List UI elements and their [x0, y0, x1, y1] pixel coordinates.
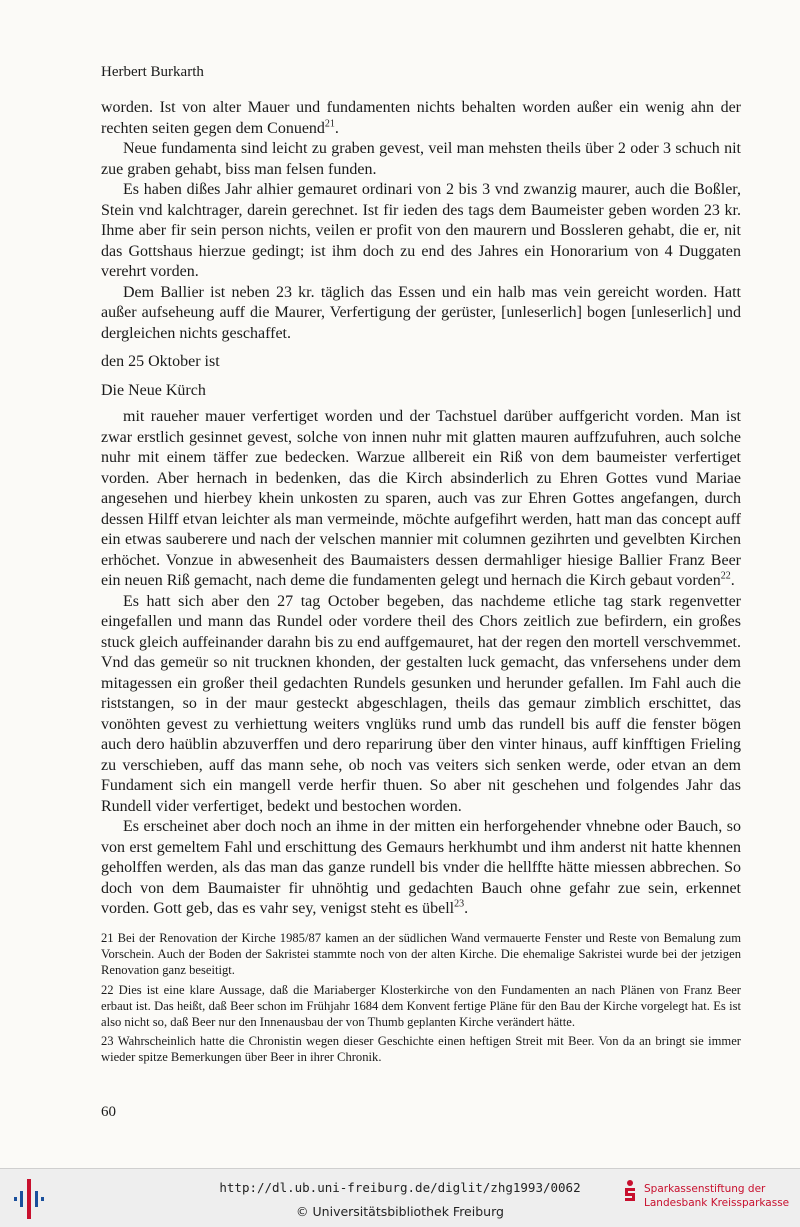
date-heading: den 25 Oktober ist	[101, 353, 220, 370]
footnote: 21 Bei der Renovation der Kirche 1985/87 kamen an der südlichen Wand vermauerte Fenster und Reste von Bemalung zum Vorschein. Auch der Boden der Sakristei stammte noch von der alten Kirche. Die ehemalige Sakristei wurde bei der jetzigen Renovation ganz beseitigt.	[101, 931, 741, 978]
copyright-notice: © Universitätsbibliothek Freiburg	[296, 1204, 504, 1219]
paragraph: Es haben dißes Jahr alhier gemauret ordinari von 2 bis 3 vnd zwanzig maurer, auch die Boßler, Stein vnd kalchtrager, darein gerechnet. Ist fir ieden des tags dem Baumeister geben worden 23 kr. Ihme aber fir sein person nichts, veilen er profit von den maurern und Bossleren gehabt, die er, nit das Gottshaus hierzue gedingt; ist ihm doch zu end des Jahres ein Honorarium von 4 Duggaten verehrt vorden.	[101, 181, 741, 280]
paragraph: Neue fundamenta sind leicht zu graben gevest, veil man mehsten theils über 2 oder 3 schuch nit zue graben gehabt, biss man felsen funden.	[101, 140, 741, 178]
permalink-url[interactable]: http://dl.ub.uni-freiburg.de/diglit/zhg1993/0062	[219, 1180, 581, 1195]
paragraph: worden. Ist von alter Mauer und fundamenten nichts behalten worden außer ein wenig ahn der rechten seiten gegen dem Conuend$^{21}$.	[101, 99, 741, 137]
viewer-footer	[0, 1168, 800, 1227]
sparkasse-logo-icon	[622, 1179, 638, 1203]
footnote-ref[interactable]: 21	[324, 118, 335, 130]
paragraph: Es erscheinet aber doch noch an ihme in der mitten ein herforgehender vhnebne oder Bauch, so von erst gemeltem Fahl und erschittung des Gemaurs herkhumbt und ihm anderst nit hatte khennen geholffen werden, als das man das ganze rundell bis vnder die hellffte hätte miessen abbrechen. So doch von dem Baumaister fir uhnöhtig und gedachten Bauch ohne gefahr zue sein, erkennet vorden. Gott geb, das es vahr sey, venigst steht es übell$^{23}$.	[101, 818, 741, 917]
footnote: 22 Dies ist eine klare Aussage, daß die Mariaberger Klosterkirche von den Fundamenten an nach Plänen von Franz Beer erbaut ist. Das heißt, daß Beer schon im Frühjahr 1684 dem Konvent fertige Pläne für den Bau der Kirche vorgelegt hat. Es ist also nicht so, daß Beer nur den Innenausbau der von Thumb geplanten Kirche verändert hätte.	[101, 982, 741, 1030]
footnotes	[101, 930, 741, 1069]
body-text	[101, 98, 741, 920]
sponsor-text: Sparkassenstiftung der Landesbank Kreissparkasse	[644, 1183, 790, 1209]
page-number: 60	[101, 1104, 116, 1120]
paragraph: Es hatt sich aber den 27 tag October begeben, das nachdeme etliche tag stark regenvetter eingefallen und mann das Rundel oder vordere theil des Chors zeitlich zue befirdern, ein großes stuck gleich auffeinander darahn bis zu end auffgemauret, hat der regen den mortell verschvemmet. Vnd das gemeür so nit trucknen khonden, der gestalten luck gemacht, das vnfersehens under dem mitagessen ein großer theil gedachten Rundels gesunken und herunder gefallen. Im Fahl auch die riststangen, so in der maur gesteckt abgeschlagen, theils das gemaur zimblich erschittet, das vonöhten gevest zu verhiettung weiters vnglüks rund umb das rundell bis auff die fenster bögen auch dero haüblin abzuverffen und dero reparirung über den vinter hinaus, auff kinfftigen Frieling zu verschieben, auff das mann sehe, ob noch vas veiters sich senken werde, oder etvan an dem Fundament sich ein mangell verde herfir thuen. So aber nit geschehen und folgendes Jahr das Rundell vider verfertiget, bedekt und bestochen worden.	[101, 592, 741, 815]
footnote-ref[interactable]: 23	[454, 898, 465, 910]
footnote-ref[interactable]: 22	[720, 570, 731, 582]
running-header: Herbert Burkarth	[101, 64, 204, 80]
footnote: 23 Wahrscheinlich hatte die Chronistin wegen dieser Geschichte einen heftigen Streit mit Beer. Von da an bringt sie immer wieder spitze Bemerkungen über Beer in ihrer Chronik.	[101, 1034, 741, 1065]
paragraph: mit raueher mauer verfertiget worden und der Tachstuel darüber auffgericht vorden. Man ist zwar erstlich gesinnet gevest, solche von innen nuhr mit glatten mauren auffzufuhren, auch solche nuhr mit einem täffer zue bedecken. Warzue allbereit ein Riß von dem baumeister verfertiget vorden. Aber hernach in bedenken, das die Kirch absinderlich zu Ehren Gottes vund Mariae angesehen und hierbey khein unkosten zu sparen, auch vas zur Ehren Gottes angefangen, durch dessen Hilff etvan leichter als man vermeinde, möchte aufgefihrt werden, hatt man das concept auff ein etwas sauberere und nach der velschen mannier mit columnen gezihrten und gevelbten Kirchen erhöchet. Vonzue in abwesenheit des Baumaisters dessen dermahliger hiesige Ballier Franz Beer ein neuen Riß gemacht, nach deme die fundamenten gelegt und hernach die Kirch gebaut vorden$^{22}$.	[101, 408, 741, 589]
paragraph: Dem Ballier ist neben 23 kr. täglich das Essen und ein halb mas vein gereicht worden. Hatt außer aufseheung auff die Maurer, Verfertigung der gerüster, [unleserlich] bogen [unleserlich] und dergleichen nichts geschaffet.	[101, 283, 741, 342]
section-heading: Die Neue Kürch	[101, 381, 206, 399]
